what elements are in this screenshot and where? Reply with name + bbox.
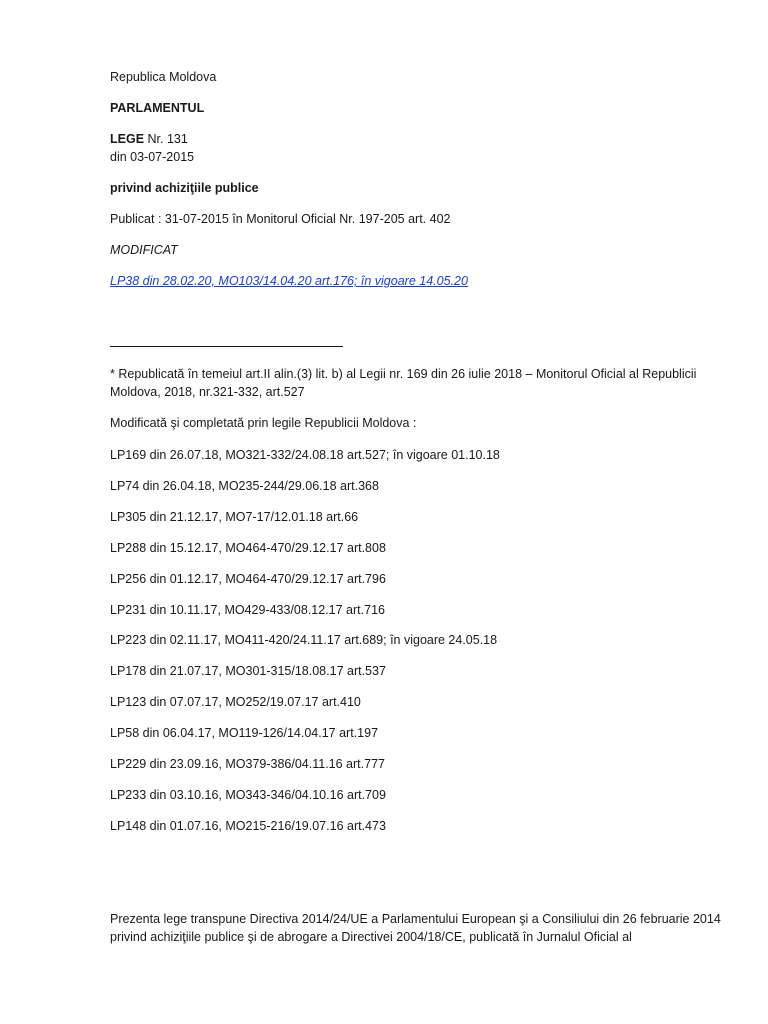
amendment-item: LP74 din 26.04.18, MO235-244/29.06.18 art.368 bbox=[110, 479, 379, 493]
institution-name: PARLAMENTUL bbox=[110, 101, 205, 115]
amendment-item: LP229 din 23.09.16, MO379-386/04.11.16 art.777 bbox=[110, 757, 385, 771]
law-date: din 03-07-2015 bbox=[110, 150, 195, 164]
amendment-item: LP288 din 15.12.17, MO464-470/29.12.17 art.808 bbox=[110, 541, 386, 555]
publication-info: Publicat : 31-07-2015 în Monitorul Oficial Nr. 197-205 art. 402 bbox=[110, 212, 451, 226]
separator-line bbox=[110, 346, 343, 347]
amendment-item: LP231 din 10.11.17, MO429-433/08.12.17 art.716 bbox=[110, 603, 385, 617]
law-label: LEGE bbox=[110, 132, 145, 146]
amendment-item: LP148 din 01.07.16, MO215-216/19.07.16 art.473 bbox=[110, 819, 386, 833]
amendment-item: LP169 din 26.07.18, MO321-332/24.08.18 art.527; în vigoare 01.10.18 bbox=[110, 448, 500, 462]
law-heading bbox=[110, 130, 188, 148]
amendment-item: LP223 din 02.11.17, MO411-420/24.11.17 art.689; în vigoare 24.05.18 bbox=[110, 633, 498, 647]
amendment-item: LP305 din 21.12.17, MO7-17/12.01.18 art.66 bbox=[110, 510, 359, 524]
law-title: privind achiziţiile publice bbox=[110, 181, 259, 195]
modification-link[interactable]: LP38 din 28.02.20, MO103/14.04.20 art.176; în vigoare 14.05.20 bbox=[110, 274, 468, 288]
amendment-item: LP233 din 03.10.16, MO343-346/04.10.16 art.709 bbox=[110, 788, 386, 802]
amendment-item: LP178 din 21.07.17, MO301-315/18.08.17 art.537 bbox=[110, 664, 386, 678]
amendment-item: LP256 din 01.12.17, MO464-470/29.12.17 art.796 bbox=[110, 572, 386, 586]
amendments-intro: Modificată şi completată prin legile Republicii Moldova : bbox=[110, 416, 417, 430]
body-paragraph: Prezenta lege transpune Directiva 2014/24/UE a Parlamentului European şi a Consiliului din 26 februarie 2014 privind achiziţiile publice şi de abrogare a Directivei 2004/18/CE, publicată în Jurnalul Oficial al bbox=[110, 912, 721, 944]
law-number: Nr. 131 bbox=[147, 132, 188, 146]
modified-label: MODIFICAT bbox=[110, 243, 178, 257]
amendment-item: LP58 din 06.04.17, MO119-126/14.04.17 art.197 bbox=[110, 726, 379, 740]
republication-note: * Republicată în temeiul art.II alin.(3) lit. b) al Legii nr. 169 din 26 iulie 2018 – Monitorul Oficial al Republicii Moldova, 2018, nr.321-332, art.527 bbox=[110, 367, 697, 399]
country-name: Republica Moldova bbox=[110, 70, 217, 84]
amendment-item: LP123 din 07.07.17, MO252/19.07.17 art.410 bbox=[110, 695, 361, 709]
